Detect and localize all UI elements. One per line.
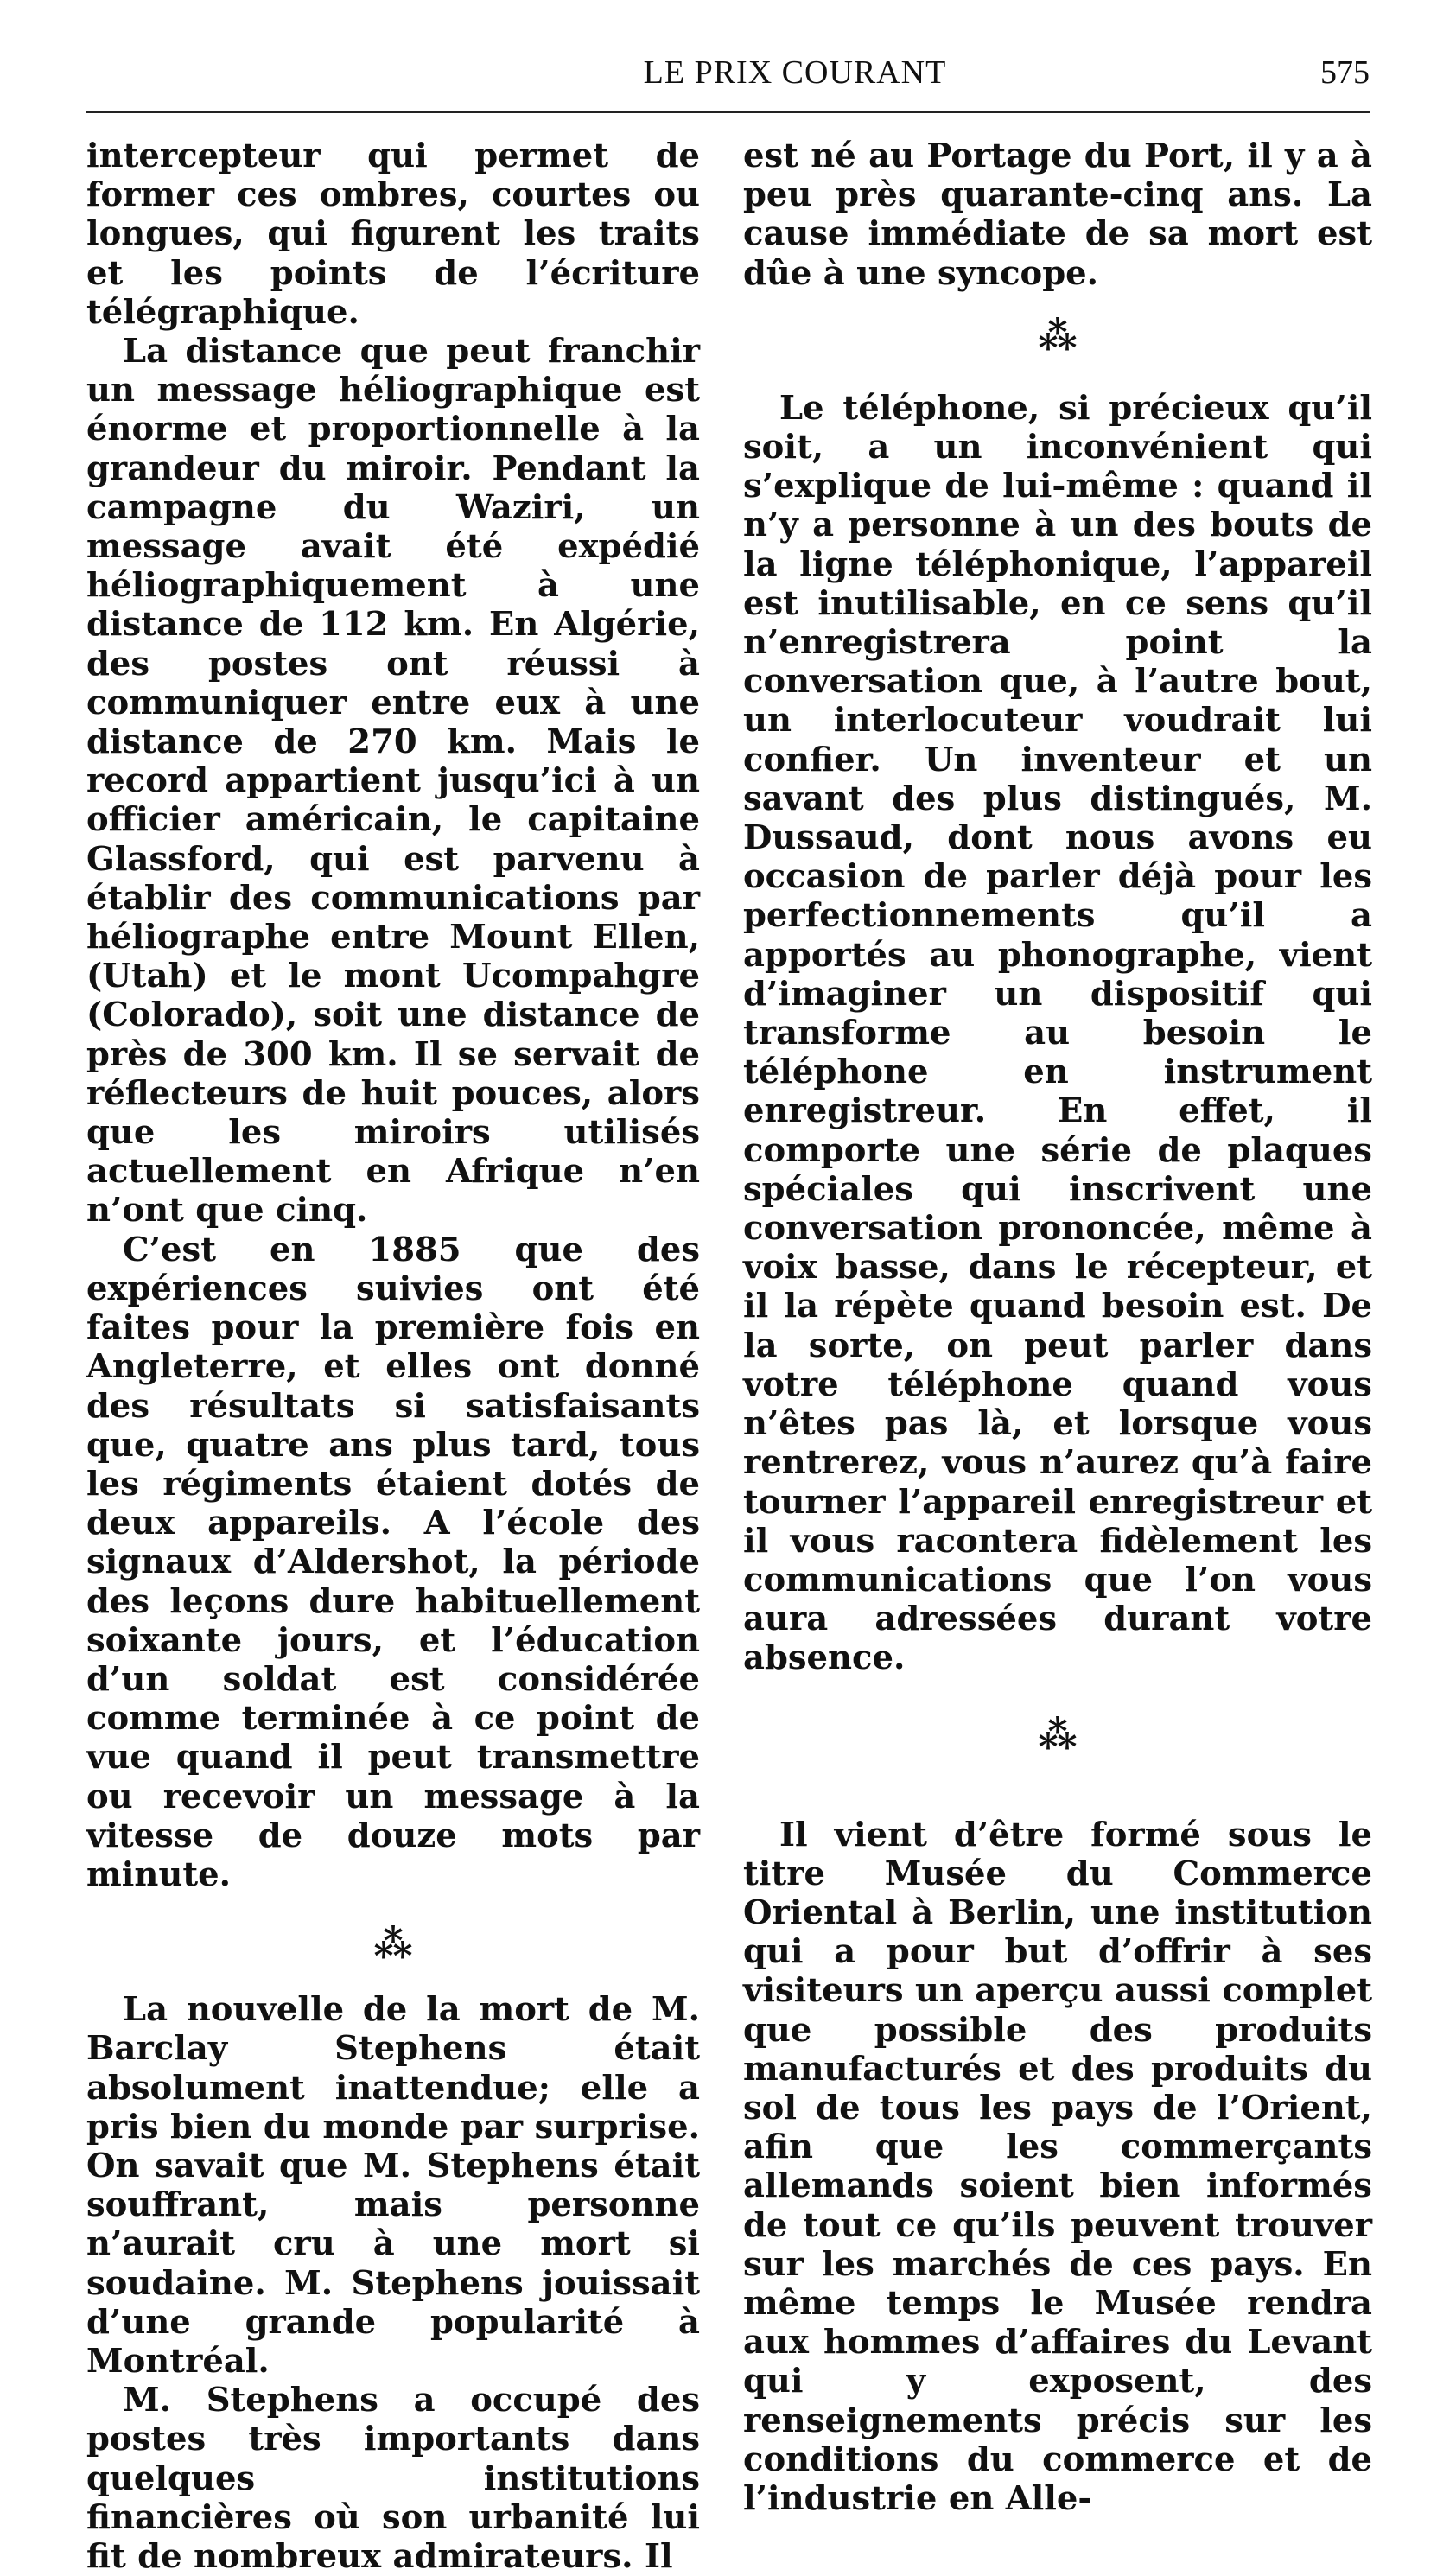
paragraph: intercepteur qui permet de former ces ombres, courtes ou longues, qui figurent les traits et les points de l’écriture télégraphique. [86,137,700,332]
paragraph: La nouvelle de la mort de M. Barclay Stephens était absolument inattendue; elle a pris bien du monde par surprise. On savait que M. Stephens était souffrant, mais personne n’aurait cru à une mort si soudaine. M. Stephens jouissait d’une grande popularité à Montréal. [86,1990,700,2381]
paragraph: C’est en 1885 que des expériences suivies ont été faites pour la première fois en Angleterre, et elles ont donné des résultats si satisfaisants que, quatre ans plus tard, tous les régiments étaient dotés de deux appareils. A l’école des signaux d’Aldershot, la période des leçons dure habituellement soixante jours, et l’éducation d’un soldat est considérée comme terminée à ce point de vue quand il peut transmettre ou recevoir un message à la vitesse de douze mots par minute. [86,1230,700,1894]
page-header [86,54,1370,105]
section-separator: ⁂ [373,1923,413,1968]
paragraph: est né au Portage du Port, il y a à peu près quarante-cinq ans. La cause immédiate de sa mort est dûe à une syncope. [743,137,1372,293]
left-column [86,137,700,2576]
paragraph: Le téléphone, si précieux qu’il soit, a un inconvénient qui s’explique de lui-même : quand il n’y a personne à un des bouts de la ligne téléphonique, l’appareil est inutilisable, en ce sens qu’il n’enregistrera point la conversation que, à l’autre bout, un interlocuteur voudrait lui confier. Un inventeur et un savant des plus distingués, M. Dussaud, dont nous avons eu occasion de parler déjà pour les perfectionnements qu’il a apportés au phonographe, vient d’imaginer un dispositif qui transforme au besoin le téléphone en instrument enregistreur. En effet, il comporte une série de plaques spéciales qui inscrivent une conversation prononcée, même à voix basse, dans le récepteur, et il la répète quand besoin est. De la sorte, on peut parler dans votre téléphone quand vous n’êtes pas là, et lorsque vous rentrerez, vous n’aurez qu’à faire tourner l’appareil enregistreur et il vous racontera fidèlement les communications que l’on vous aura adressées durant votre absence. [743,388,1372,1678]
header-rule [86,111,1370,113]
right-column [743,137,1372,2518]
page-number: 575 [1320,54,1370,91]
paragraph: Il vient d’être formé sous le titre Musée du Commerce Oriental à Berlin, une institution qui a pour but d’offrir à ses visiteurs un aperçu aussi complet que possible des produits manufacturés et des produits du sol de tous les pays de l’Orient, afin que les commerçants allemands soient bien informés de tout ce qu’ils peuvent trouver sur les marchés de ces pays. En même temps le Musée rendra aux hommes d’affaires du Levant qui y exposent, des renseignements précis sur les conditions du commerce et de l’industrie en Alle- [743,1815,1372,2518]
section-separator: ⁂ [1038,314,1078,359]
section-separator: ⁂ [1038,1713,1078,1758]
paragraph: La distance que peut franchir un message héliographique est énorme et proportionnelle à la grandeur du miroir. Pendant la campagne du Waziri, un message avait été expédié héliographiquement à une distance de 112 km. En Algérie, des postes ont réussi à communiquer entre eux à une distance de 270 km. Mais le record appartient jusqu’ici à un officier américain, le capitaine Glassford, qui est parvenu à établir des communications par héliographe entre Mount Ellen, (Utah) et le mont Ucompahgre (Colorado), soit une distance de près de 300 km. Il se servait de réflecteurs de huit pouces, alors que les miroirs utilisés actuellement en Afrique n’en n’ont que cinq. [86,332,700,1231]
paragraph: M. Stephens a occupé des postes très importants dans quelques institutions financières où son urbanité lui fit de nombreux admirateurs. Il [86,2381,700,2576]
journal-title: LE PRIX COURANT [643,54,947,91]
